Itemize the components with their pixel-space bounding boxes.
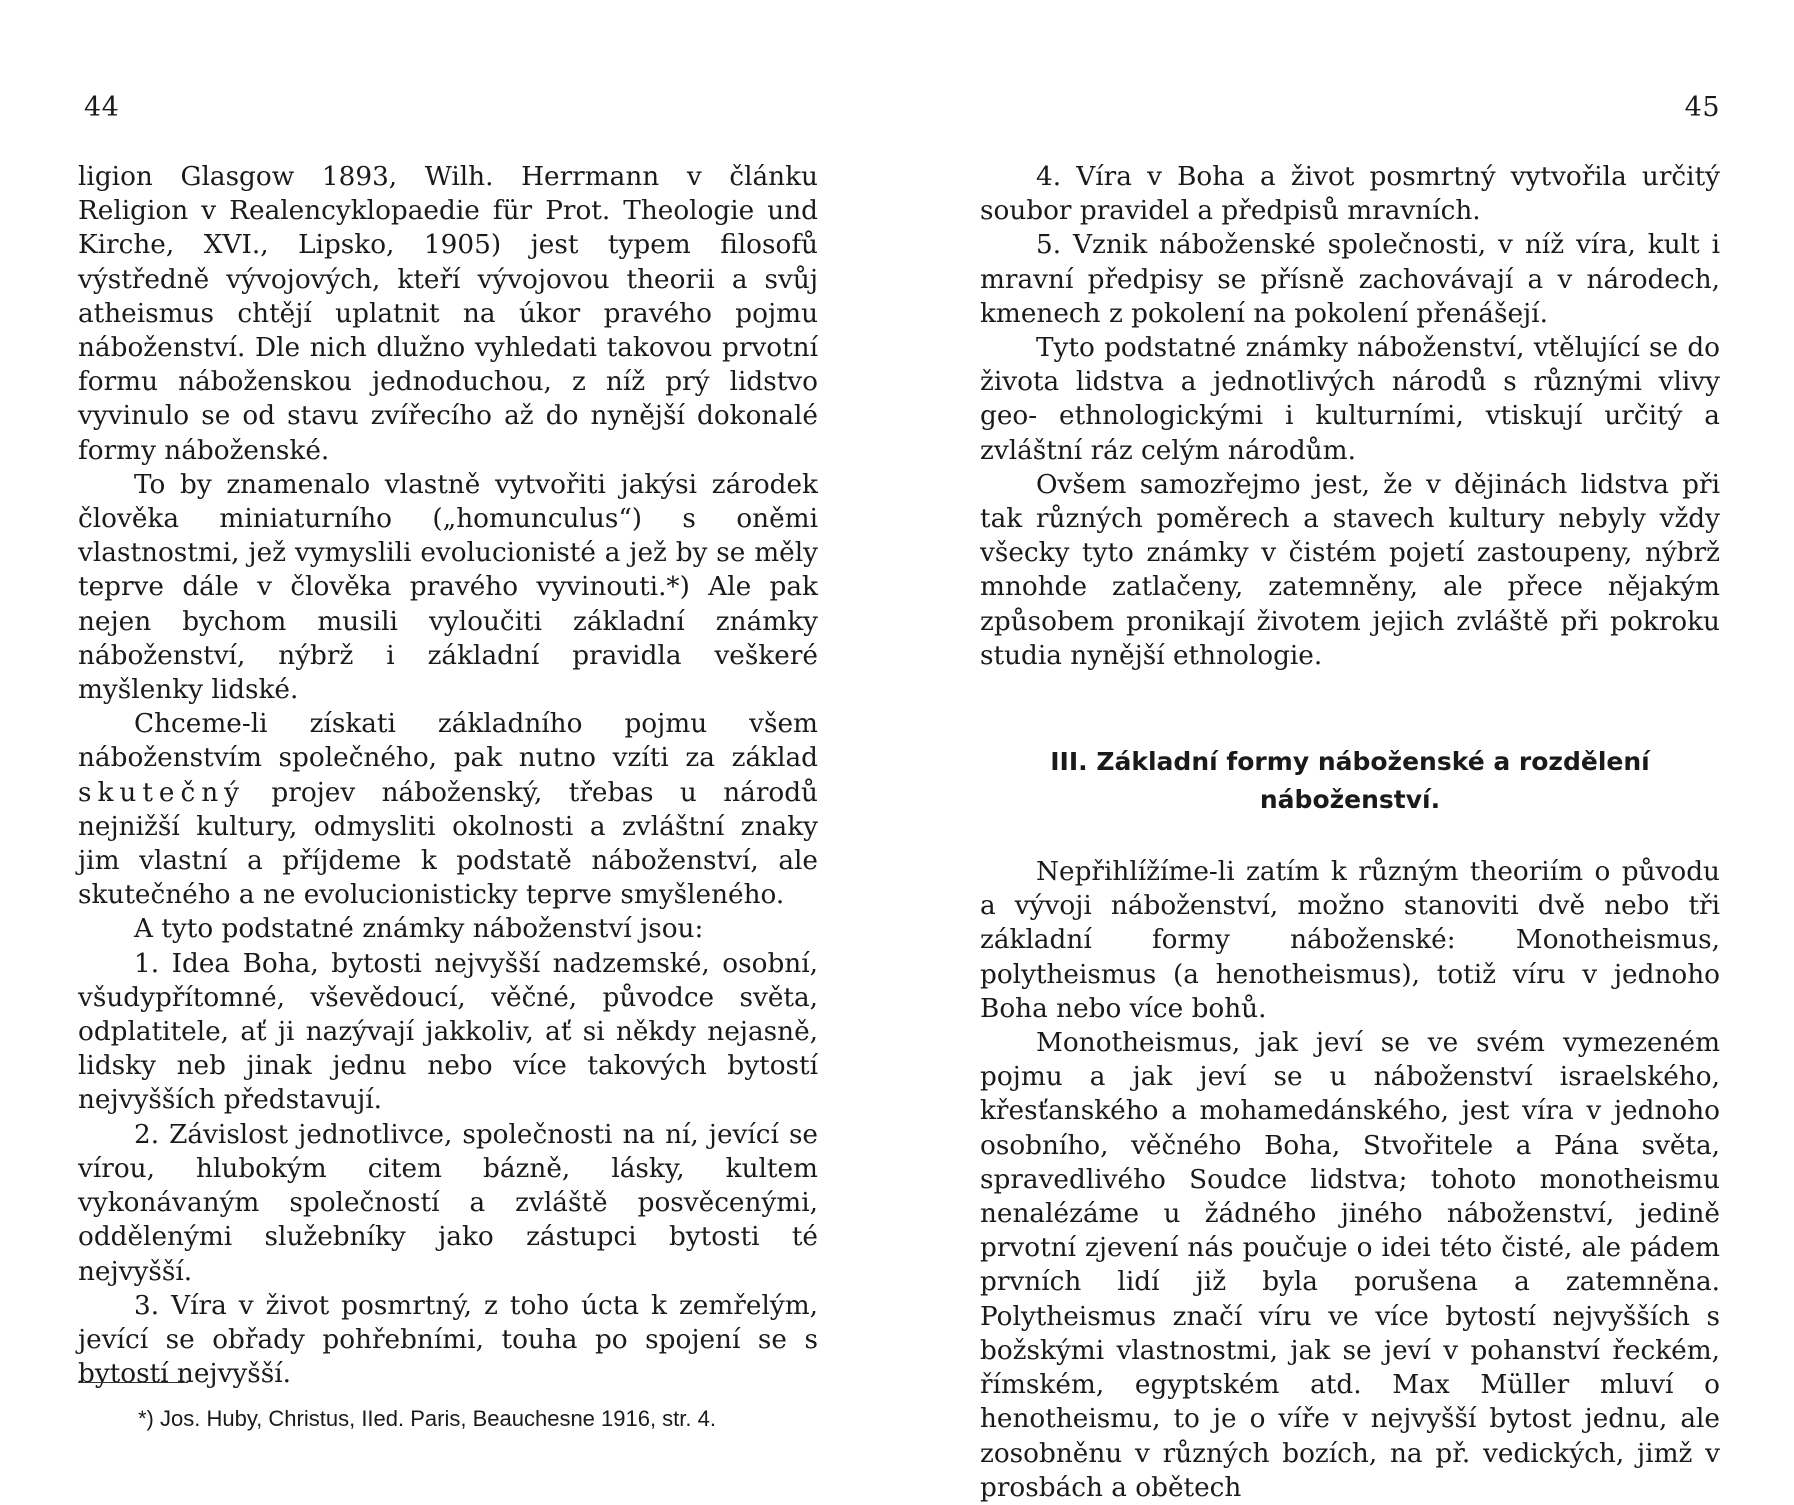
footnote: *) Jos. Huby, Christus, IIed. Paris, Beauchesne 1916, str. 4. <box>138 1406 716 1431</box>
list-item: 5. Vznik náboženské společnosti, v níž víra, kult i mravní předpisy se přísně zachovávají a v národech, kmenech z pokolení na pokolení přenášejí. <box>980 230 1720 329</box>
list-item: 4. Víra v Boha a život posmrtný vytvořila určitý soubor pravidel a předpisů mravních. <box>980 162 1720 227</box>
left-page-text <box>78 160 818 1391</box>
emphasized-word: skutečný <box>78 777 246 808</box>
page-number-right: 45 <box>1684 92 1720 123</box>
right-page-text <box>980 160 1720 1505</box>
paragraph: A tyto podstatné známky náboženství jsou: <box>134 914 704 945</box>
paragraph-text: projev náboženský, třebas u národů nejnižší kultury, odmysliti okolnosti a zvláštní znaky jim vlastní a příjdeme k podstatě náboženství, ale skutečného a ne evolucionisticky teprve smyšleného. <box>78 777 818 911</box>
list-item: 1. Idea Boha, bytosti nejvyšší nadzemské, osobní, všudypřítomné, vševědoucí, věčné, původce světa, odplatitele, ať ji nazývají jakkoliv, ať si někdy nejasně, lidsky neb jinak jednu nebo více takových bytostí nejvyšších představují. <box>78 948 818 1116</box>
list-item: 2. Závislost jednotlivce, společnosti na ní, jevící se vírou, hlubokým citem bázně, lásky, kultem vykonávaným společností a zvláště posvěcenými, oddělenými služebníky jako zástupci bytosti té nejvyšší. <box>78 1119 818 1287</box>
list-item: 3. Víra v život posmrtný, z toho úcta k zemřelým, jevící se obřady pohřebními, touha po spojení se s bytostí nejvyšší. <box>78 1290 818 1390</box>
section-heading: III. Základní formy náboženské a rozdělení náboženství. <box>1050 747 1650 815</box>
paragraph: Monotheismus, jak jeví se ve svém vymezeném pojmu a jak jeví se u náboženství israelského, křesťanského a mohamedánského, jest víra v jednoho osobního, věčného Boha, Stvořitele a Pána světa, spravedlivého Soudce lidstva; tohoto monotheismu nenalézáme u žádného jiného náboženství, jedině prvotní zjevení nás poučuje o idei této čisté, ale pádem prvních lidí již byla porušena a zatemněna. Polytheismus značí víru ve více bytostí nejvyšších s božskými vlastnostmi, jak se jeví v pohanství řeckém, římském, egyptském atd. Max Müller mluví o henotheismu, to je o víře v nejvyšší bytost jednu, ale zosobněnu v různých bozích, na př. vedických, jimž v prosbách a obětech <box>980 1028 1720 1503</box>
paragraph: Tyto podstatné známky náboženství, vtělující se do života lidstva a jednotlivých národů s různými vlivy geo- ethnologickými i kulturními, vtiskují určitý a zvláštní ráz celým národům. <box>980 333 1720 466</box>
left-page <box>78 0 818 1500</box>
paragraph <box>78 707 818 912</box>
footnote-divider <box>78 1382 188 1383</box>
paragraph: ligion Glasgow 1893, Wilh. Herrmann v článku Religion v Realencyklopaedie für Prot. Theologie und Kirche, XVI., Lipsko, 1905) jest typem filosofů výstředně vývojových, kteří vývojovou theorii a svůj atheismus chtějí uplatnit na úkor pravého pojmu náboženství. Dle nich dlužno vyhledati takovou prvotní formu náboženskou jednoduchou, z níž prý lidstvo vyvinulo se od stavu zvířecího až do nynější dokonalé formy náboženské. <box>78 162 818 466</box>
paragraph: To by znamenalo vlastně vytvořiti jakýsi zárodek člověka miniaturního („homunculus“) s oněmi vlastnostmi, jež vymyslili evolucionisté a jež by se měly teprve dále v člověka pravého vyvinouti.*) Ale pak nejen bychom musili vyloučiti základní známky náboženství, nýbrž i základní pravidla veškeré myšlenky lidské. <box>78 469 818 706</box>
paragraph: Nepřihlížíme-li zatím k různým theoriím o původu a vývoji náboženství, možno stanoviti dvě nebo tři základní formy náboženské: Monotheismus, polytheismus (a henotheismus), totiž víru v jednoho Boha nebo více bohů. <box>980 857 1720 1024</box>
right-page <box>980 0 1720 1503</box>
page-number-left: 44 <box>84 92 120 123</box>
paragraph: Ovšem samozřejmo jest, že v dějinách lidstva při tak různých poměrech a stavech kultury nebyly vždy všecky tyto známky v čistém pojetí zastoupeny, nýbrž mnohde zatlačeny, zatemněny, ale přece nějakým způsobem pronikají životem jejich zvláště při pokroku studia nynější ethnologie. <box>980 469 1720 671</box>
paragraph-text: Chceme-li získati základního pojmu všem náboženstvím společného, pak nutno vzíti za základ <box>78 709 818 774</box>
